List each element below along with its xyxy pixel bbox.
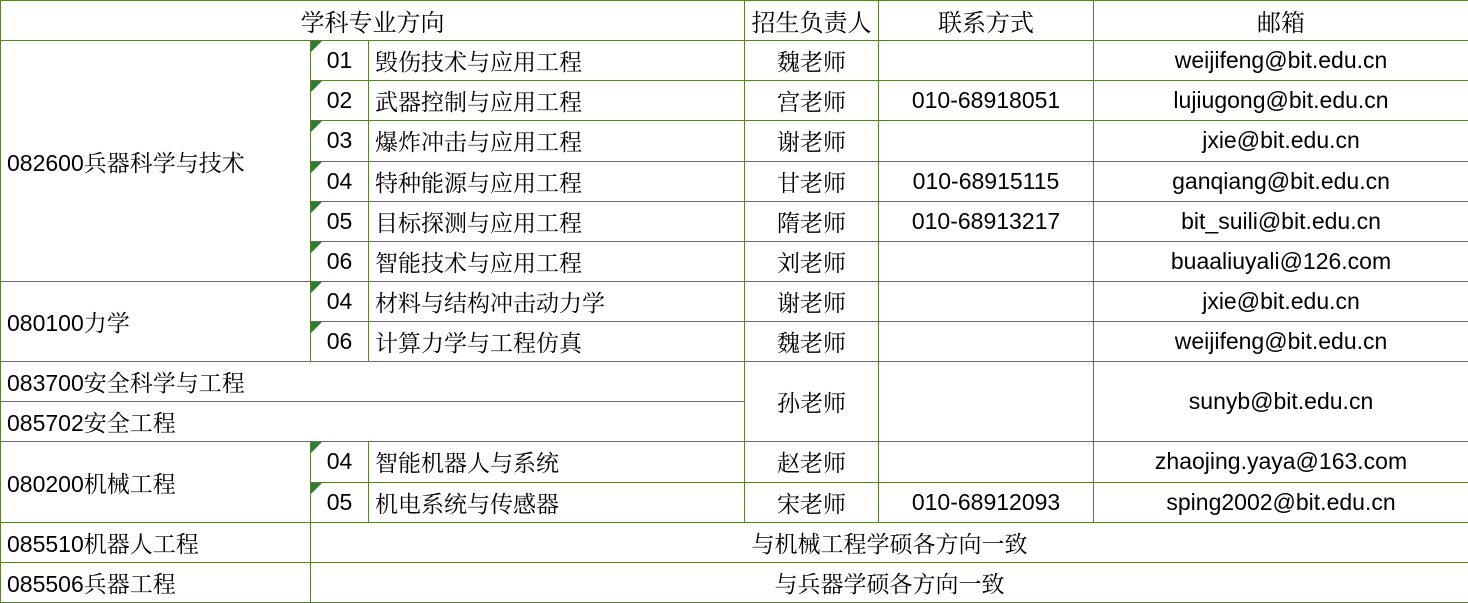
email-address: bit_suili@bit.edu.cn bbox=[1094, 201, 1468, 241]
person-name: 隋老师 bbox=[745, 201, 879, 241]
email-address: weijifeng@bit.edu.cn bbox=[1094, 41, 1468, 81]
header-email: 邮箱 bbox=[1094, 1, 1468, 41]
direction-code bbox=[311, 81, 369, 121]
direction-code-text: 03 bbox=[326, 127, 353, 154]
comment-marker-icon bbox=[311, 282, 322, 293]
direction-code bbox=[311, 442, 369, 482]
direction-code bbox=[311, 482, 369, 522]
email-address: ganqiang@bit.edu.cn bbox=[1094, 161, 1468, 201]
major-safety-engineering: 085702安全工程 bbox=[1, 402, 745, 442]
table-row bbox=[1, 281, 1468, 321]
header-direction: 学科专业方向 bbox=[1, 1, 745, 41]
direction-code-text: 04 bbox=[326, 167, 353, 194]
comment-marker-icon bbox=[311, 442, 322, 453]
table-row bbox=[1, 442, 1468, 482]
direction-name: 目标探测与应用工程 bbox=[369, 201, 745, 241]
person-name: 孙老师 bbox=[745, 362, 879, 442]
comment-marker-icon bbox=[311, 41, 322, 52]
header-person: 招生负责人 bbox=[745, 1, 879, 41]
direction-name: 计算力学与工程仿真 bbox=[369, 322, 745, 362]
comment-marker-icon bbox=[311, 121, 322, 132]
direction-code bbox=[311, 281, 369, 321]
email-address: zhaojing.yaya@163.com bbox=[1094, 442, 1468, 482]
direction-name: 毁伤技术与应用工程 bbox=[369, 41, 745, 81]
direction-name: 智能机器人与系统 bbox=[369, 442, 745, 482]
major-weapon-science: 082600兵器科学与技术 bbox=[1, 41, 311, 282]
direction-code bbox=[311, 121, 369, 161]
phone-number bbox=[879, 362, 1094, 442]
comment-marker-icon bbox=[311, 162, 322, 173]
major-robot-engineering: 085510机器人工程 bbox=[1, 522, 311, 562]
direction-code bbox=[311, 322, 369, 362]
table-row bbox=[1, 41, 1468, 81]
phone-number bbox=[879, 442, 1094, 482]
header-contact: 联系方式 bbox=[879, 1, 1094, 41]
direction-code-text: 02 bbox=[326, 87, 353, 114]
comment-marker-icon bbox=[311, 202, 322, 213]
email-address: sping2002@bit.edu.cn bbox=[1094, 482, 1468, 522]
phone-number bbox=[879, 241, 1094, 281]
comment-marker-icon bbox=[311, 483, 322, 494]
note-robot: 与机械工程学硕各方向一致 bbox=[311, 522, 1468, 562]
email-address: jxie@bit.edu.cn bbox=[1094, 121, 1468, 161]
email-address: lujiugong@bit.edu.cn bbox=[1094, 81, 1468, 121]
table-row bbox=[1, 522, 1468, 562]
direction-code-text: 06 bbox=[326, 328, 353, 355]
major-mechanics: 080100力学 bbox=[1, 281, 311, 361]
direction-code-text: 04 bbox=[326, 448, 353, 475]
direction-name: 爆炸冲击与应用工程 bbox=[369, 121, 745, 161]
table-header-row bbox=[1, 1, 1468, 41]
email-address: sunyb@bit.edu.cn bbox=[1094, 362, 1468, 442]
direction-name: 机电系统与传感器 bbox=[369, 482, 745, 522]
table-row bbox=[1, 362, 1468, 402]
direction-code-text: 01 bbox=[326, 47, 353, 74]
email-address: jxie@bit.edu.cn bbox=[1094, 281, 1468, 321]
phone-number: 010-68915115 bbox=[879, 161, 1094, 201]
table-row bbox=[1, 562, 1468, 602]
direction-code bbox=[311, 41, 369, 81]
direction-name: 特种能源与应用工程 bbox=[369, 161, 745, 201]
person-name: 甘老师 bbox=[745, 161, 879, 201]
phone-number bbox=[879, 281, 1094, 321]
phone-number bbox=[879, 41, 1094, 81]
direction-code bbox=[311, 161, 369, 201]
direction-code bbox=[311, 241, 369, 281]
note-weapon: 与兵器学硕各方向一致 bbox=[311, 562, 1468, 602]
major-weapon-engineering: 085506兵器工程 bbox=[1, 562, 311, 602]
phone-number bbox=[879, 322, 1094, 362]
major-mechanical: 080200机械工程 bbox=[1, 442, 311, 522]
person-name: 魏老师 bbox=[745, 41, 879, 81]
email-address: buaaliuyali@126.com bbox=[1094, 241, 1468, 281]
direction-code bbox=[311, 201, 369, 241]
comment-marker-icon bbox=[311, 322, 322, 333]
person-name: 赵老师 bbox=[745, 442, 879, 482]
person-name: 宫老师 bbox=[745, 81, 879, 121]
direction-code-text: 04 bbox=[326, 287, 353, 314]
direction-name: 武器控制与应用工程 bbox=[369, 81, 745, 121]
direction-name: 智能技术与应用工程 bbox=[369, 241, 745, 281]
phone-number bbox=[879, 121, 1094, 161]
email-address: weijifeng@bit.edu.cn bbox=[1094, 322, 1468, 362]
comment-marker-icon bbox=[311, 81, 322, 92]
comment-marker-icon bbox=[311, 242, 322, 253]
direction-code-text: 06 bbox=[326, 247, 353, 274]
person-name: 宋老师 bbox=[745, 482, 879, 522]
direction-code-text: 05 bbox=[326, 207, 353, 234]
phone-number: 010-68913217 bbox=[879, 201, 1094, 241]
person-name: 谢老师 bbox=[745, 121, 879, 161]
major-safety-science: 083700安全科学与工程 bbox=[1, 362, 745, 402]
phone-number: 010-68912093 bbox=[879, 482, 1094, 522]
person-name: 谢老师 bbox=[745, 281, 879, 321]
phone-number: 010-68918051 bbox=[879, 81, 1094, 121]
person-name: 刘老师 bbox=[745, 241, 879, 281]
direction-code-text: 05 bbox=[326, 488, 353, 515]
person-name: 魏老师 bbox=[745, 322, 879, 362]
direction-name: 材料与结构冲击动力学 bbox=[369, 281, 745, 321]
